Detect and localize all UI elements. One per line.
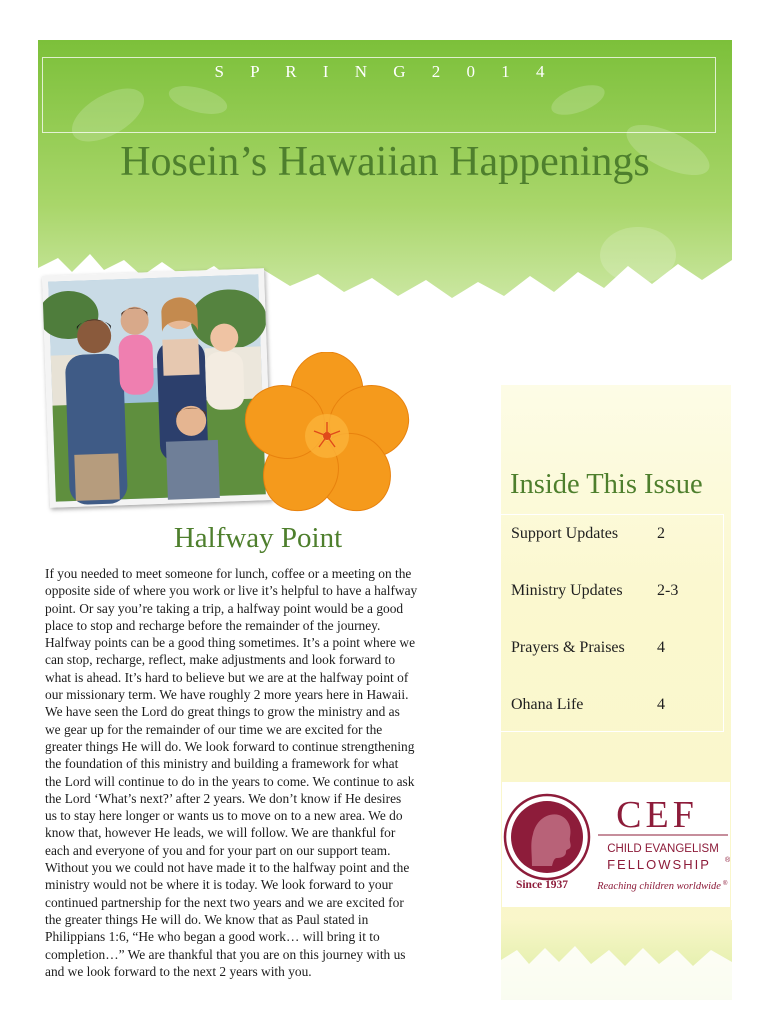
- article-title: Halfway Point: [173, 522, 343, 554]
- issue-season: S P R I N G 2 0 1 4: [214, 62, 556, 81]
- article-line: each and everyone of you and for your part on our support team.: [45, 842, 391, 858]
- toc-item-page: 2: [657, 525, 665, 542]
- article-line: Halfway points can be a good thing sometimes. It’s a point where we: [45, 635, 416, 651]
- article-body: [45, 565, 471, 980]
- toc-item-label: Support Updates: [511, 525, 619, 542]
- orange-flower-icon: [243, 352, 411, 520]
- article-line: the Lord will continue to do in the years to come. We continue to ask: [45, 773, 415, 789]
- article-line: opposite side of where you work or live it’s helpful to have a halfway: [45, 583, 418, 599]
- cef-tagline-mark: ®: [723, 881, 728, 887]
- toc-item-label: Ohana Life: [511, 696, 584, 713]
- article-line: the Lord ‘What’s next?’ after 2 years. We don’t know if He desires: [45, 790, 402, 806]
- cef-since: Since 1937: [515, 879, 569, 891]
- cef-logo: [502, 782, 730, 907]
- article-line: and we look forward to the next 2 years with you.: [45, 963, 312, 979]
- newsletter-title: Hosein’s Hawaiian Happenings: [120, 139, 650, 185]
- cef-registered-mark: ®: [725, 857, 730, 864]
- cef-name-line1: CHILD EVANGELISM: [607, 843, 719, 855]
- toc-item-page: 2-3: [657, 582, 679, 599]
- cef-logo-graphic: [502, 782, 730, 907]
- toc-item-label: Prayers & Praises: [511, 639, 625, 656]
- article-line: completion…” We are thankful that you are on this journey with us: [45, 946, 406, 962]
- article-line: know that, however He leads, we will follow. We are thankful for: [45, 825, 396, 841]
- article-line: Philippians 1:6, “He who began a good work… will bring it to: [45, 929, 380, 945]
- toc-item-label: Ministry Updates: [511, 582, 623, 599]
- cef-tagline: Reaching children worldwide: [597, 881, 721, 892]
- article-line: Without you we could not have made it to the halfway point and the: [45, 860, 410, 876]
- family-photo: [42, 268, 272, 508]
- article-line: our missionary term. We have roughly 2 more years here in Hawaii.: [45, 687, 409, 703]
- article-line: the foundation of this ministry and building a framework for what: [45, 756, 399, 772]
- toc-item-page: 4: [657, 639, 665, 656]
- article-line: place to stop and recharge before the remainder of the journey.: [45, 617, 381, 633]
- article-line: If you needed to meet someone for lunch, coffee or a meeting on the: [45, 566, 412, 581]
- article-line: the greater things He will do. We know that as Paul stated in: [45, 911, 369, 927]
- table-of-contents: [474, 514, 724, 732]
- article-line: what is ahead. It’s hard to believe but we are at the halfway point of: [45, 669, 409, 685]
- article-line: continued partnership for the next two years and we are excited for: [45, 894, 404, 910]
- article-line: We have seen the Lord do great things to grow the ministry and as: [45, 704, 400, 720]
- cef-acronym: CEF: [616, 794, 698, 836]
- inside-this-issue-heading: Inside This Issue: [510, 469, 703, 500]
- article-line: point. Or say you’re taking a trip, a halfway point would be a good: [45, 600, 404, 616]
- newsletter-page: [38, 40, 732, 1000]
- article-line: we gear up for the remainder of our time we are excited for the: [45, 721, 383, 737]
- sidebar-footer-foliage: [501, 920, 732, 1000]
- cef-name-line2: FELLOWSHIP: [607, 857, 711, 872]
- article-line: can stop, recharge, reflect, make adjustments and look forward to: [45, 652, 396, 668]
- article-line: ministry would not be where it is today. We look forward to your: [45, 877, 393, 893]
- toc-item-page: 4: [657, 696, 665, 713]
- article-line: greater things He will do. We look forward to continue strengthening: [45, 738, 415, 754]
- article-line: us to stay here longer or wants us to move on to a new area. We do: [45, 808, 403, 824]
